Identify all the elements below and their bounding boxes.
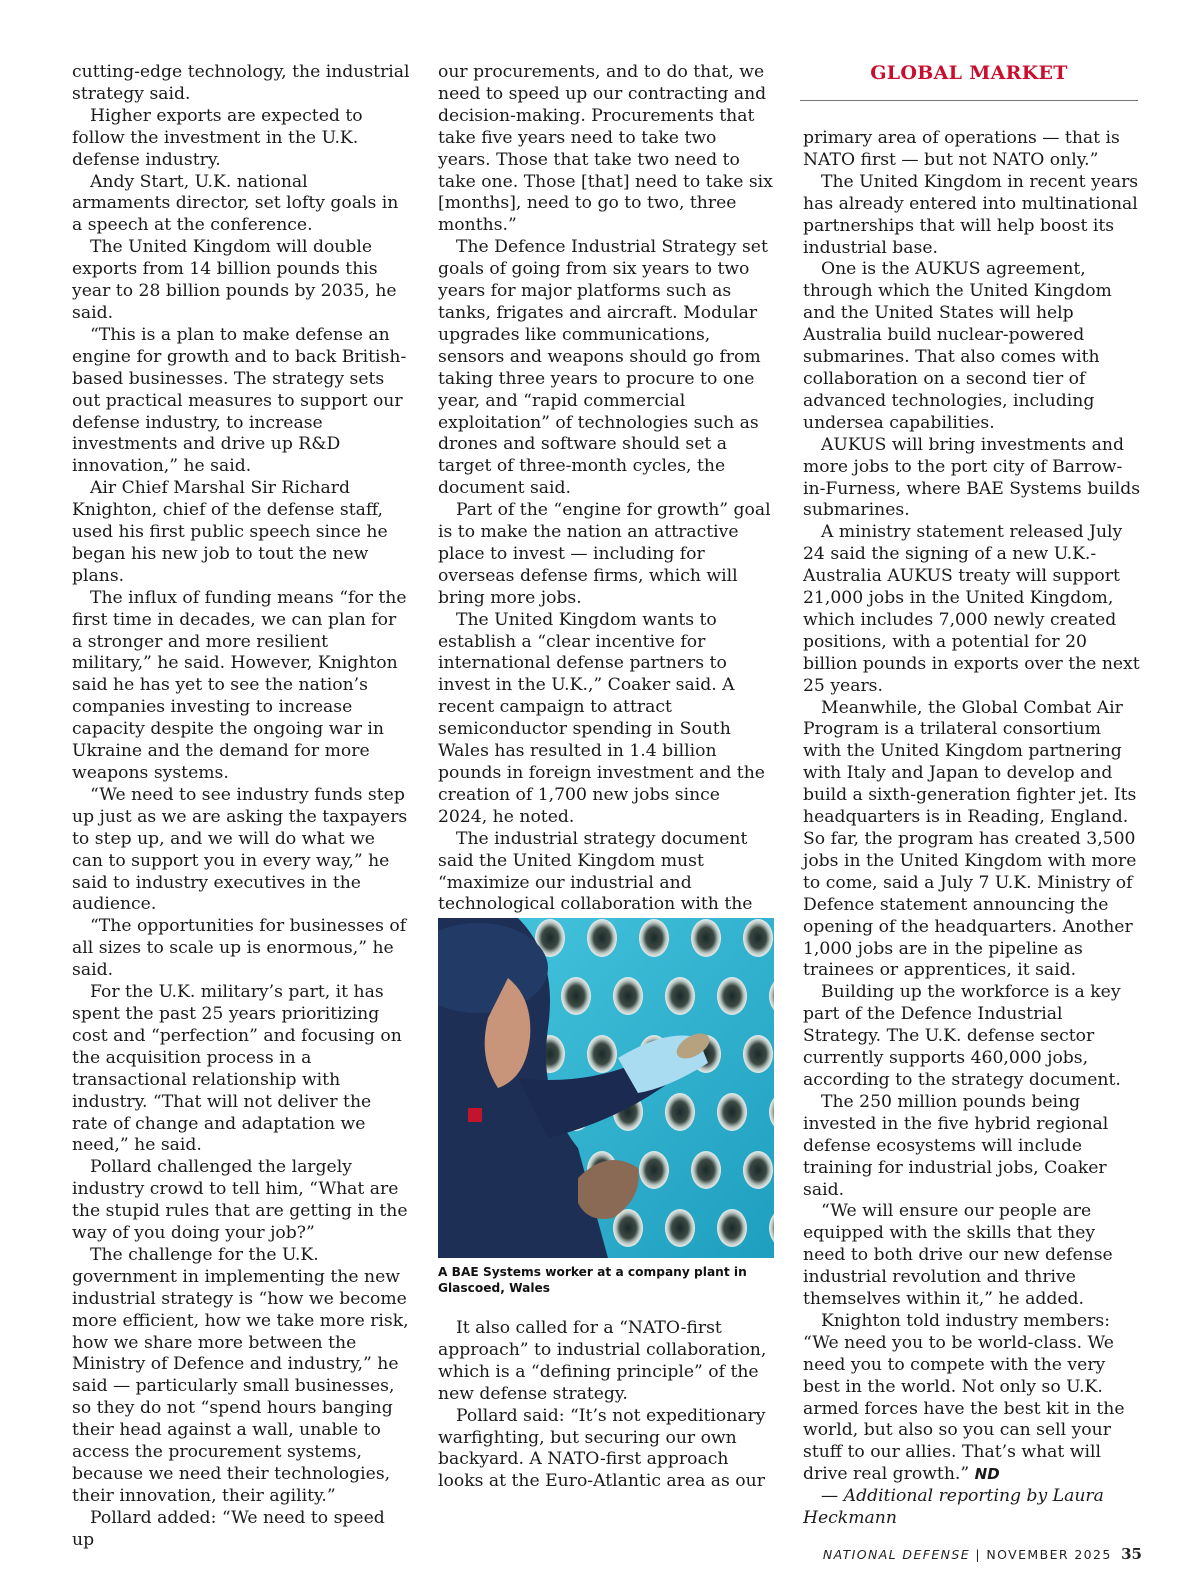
paragraph: For the U.K. military’s part, it has spent the past 25 years prioritizing cost and “perfection” and focusing on the acquisition process in a transactional relationship with industry. “That will not deliver the rate of change and adaptation we need,” he said.	[72, 982, 402, 1156]
panel-hole	[587, 919, 617, 957]
paragraph: “We need to see industry funds step up just as we are asking the taxpayers to step up, and we will do what we can to support you in every way,” he said to industry executives in the audience.	[72, 784, 408, 915]
page-number: 35	[1121, 1545, 1142, 1563]
paragraph: Pollard added: “We need to speed up	[72, 1507, 385, 1550]
paragraph: Higher exports are expected to follow the investment in the U.K. defense industry.	[72, 105, 363, 170]
panel-hole	[691, 1151, 721, 1189]
paragraph: Meanwhile, the Global Combat Air Program is a trilateral consortium with the United Kingdom partnering with Italy and Japan to develop and build a sixth-generation fighter jet. Its headquarters is in Reading, England. So far, the program has created 3,500 jobs in the United Kingdom with more to come, said a July 7 U.K. Ministry of Defence statement announcing the opening of the headquarters. Another 1,000 jobs are in the pipeline as trainees or apprentices, it said.	[803, 697, 1137, 981]
section-divider	[800, 100, 1138, 101]
panel-hole	[743, 919, 773, 957]
paragraph: Part of the “engine for growth” goal is to make the nation an attractive place to invest — including for overseas defense firms, which will bring more jobs.	[438, 500, 771, 608]
paragraph: Air Chief Marshal Sir Richard Knighton, chief of the defense staff, used his first public speech since he began his new job to tout the new plans.	[72, 478, 388, 586]
paragraph: The industrial strategy document said the United Kingdom must “maximize our industrial and technological collaboration with the	[438, 828, 753, 915]
panel-hole	[561, 977, 591, 1015]
panel-hole	[665, 1209, 695, 1247]
paragraph: cutting-edge technology, the industrial strategy said.	[72, 62, 410, 104]
paragraph: The United Kingdom will double exports from 14 billion pounds this year to 28 billion pounds by 2035, he said.	[72, 237, 397, 323]
panel-hole	[717, 1209, 747, 1247]
panel-hole	[665, 1093, 695, 1131]
paragraph: “This is a plan to make defense an engine for growth and to back British-based businesses. The strategy sets out practical measures to support our defense industry, to increase investments and drive up R&D innovation,” he said.	[72, 324, 407, 477]
paragraph: The 250 million pounds being invested in the five hybrid regional defense ecosystems will include training for industrial jobs, Coaker said.	[803, 1091, 1109, 1200]
article-column-2-continued	[438, 1318, 774, 1493]
paragraph: It also called for a “NATO-first approach” to industrial collaboration, which is a “defining principle” of the new defense strategy.	[438, 1318, 767, 1404]
panel-hole	[743, 1035, 773, 1073]
panel-hole	[665, 977, 695, 1015]
paragraph: Pollard challenged the largely industry crowd to tell him, “What are the stupid rules that are getting in the way of you doing your job?”	[72, 1157, 408, 1244]
paragraph: AUKUS will bring investments and more jobs to the port city of Barrow-in-Furness, where BAE Systems builds submarines.	[803, 434, 1141, 521]
paragraph: The United Kingdom wants to establish a “clear incentive for international defense partners to invest in the U.K.,” Coaker said. A recent campaign to attract semiconductor spending in South Wales has resulted in 1.4 billion pounds in foreign investment and the creation of 1,700 new jobs since 2024, he noted.	[438, 609, 765, 827]
paragraph: our procurements, and to do that, we need to speed up our contracting and decision-making. Procurements that take five years need to take two years. Those that take two need to take one. Those [that] need to take six [months], need to go to two, three months.”	[438, 62, 773, 236]
panel-hole	[691, 919, 721, 957]
panel-hole	[613, 977, 643, 1015]
article-column-3	[803, 128, 1141, 1530]
publication-name: NATIONAL DEFENSE	[822, 1547, 971, 1562]
photo-caption: A BAE Systems worker at a company plant in Glascoed, Wales	[438, 1265, 747, 1295]
page-footer	[823, 1545, 1142, 1563]
paragraph: primary area of operations — that is NATO first — but not NATO only.”	[803, 128, 1120, 170]
article-column-2	[438, 62, 774, 960]
article-photo	[438, 918, 774, 1258]
worker-photo-illustration	[438, 918, 774, 1258]
closing-quote-text: Knighton told industry members: “We need you to be world-class. We need you to compete with the very best in the world. Not only so U.K. armed forces have the best kit in the world, but also so you can sell your stuff to our allies. That’s what will drive real growth.”	[803, 1310, 1125, 1485]
panel-hole	[717, 977, 747, 1015]
paragraph: The United Kingdom in recent years has already entered into multinational partnerships that will help boost its industrial base.	[803, 171, 1139, 258]
paragraph: “We will ensure our people are equipped with the skills that they need to both drive our new defense industrial revolution and thrive themselves within it,” he added.	[803, 1201, 1113, 1310]
paragraph: Andy Start, U.K. national armaments director, set lofty goals in a speech at the conference.	[72, 171, 399, 236]
byline: — Additional reporting by Laura Heckmann	[803, 1486, 1104, 1529]
panel-hole	[587, 1035, 617, 1073]
paragraph: Building up the workforce is a key part of the Defence Industrial Strategy. The U.K. defense sector currently supports 460,000 jobs, according to the strategy document.	[803, 982, 1121, 1090]
panel-hole	[743, 1151, 773, 1189]
paragraph: “The opportunities for businesses of all sizes to scale up is enormous,” he said.	[72, 916, 407, 981]
article-column-1	[72, 62, 410, 1552]
panel-hole	[717, 1093, 747, 1131]
paragraph: The Defence Industrial Strategy set goals of going from six years to two years for major platforms such as tanks, frigates and aircraft. Modular upgrades like communications, sensors and weapons should go from taking three years to procure to one year, and “rapid commercial exploitation” of technologies such as drones and software should set a target of three-month cycles, the document said.	[438, 237, 768, 499]
paragraph: One is the AUKUS agreement, through which the United Kingdom and the United States will help Australia build nuclear-powered submarines. That also comes with collaboration on a second tier of advanced technologies, including undersea capabilities.	[803, 259, 1112, 433]
paragraph	[803, 1311, 1141, 1486]
end-mark: ND	[974, 1465, 1000, 1484]
panel-hole	[639, 919, 669, 957]
paragraph: The influx of funding means “for the first time in decades, we can plan for a stronger and more resilient military,” he said. However, Knighton said he has yet to see the nation’s companies investing to increase capacity despite the ongoing war in Ukraine and the demand for more weapons systems.	[72, 587, 407, 783]
section-label: GLOBAL MARKET	[870, 62, 1068, 84]
paragraph: The challenge for the U.K. government in implementing the new industrial strategy is “how we become more efficient, how we take more risk, how we share more between the Ministry of Defence and industry,” he said — particularly small businesses, so they do not “spend hours banging their head against a wall, unable to access the procurement systems, because we need their technologies, their innovation, their agility.”	[72, 1244, 409, 1506]
paragraph: A ministry statement released July 24 said the signing of a new U.K.-Australia AUKUS treaty will support 21,000 jobs in the United Kingdom, which includes 7,000 newly created positions, with a potential for 20 billion pounds in exports over the next 25 years.	[803, 522, 1140, 696]
footer-separator: |	[975, 1547, 982, 1562]
issue-date: NOVEMBER 2025	[986, 1547, 1112, 1562]
paragraph: Pollard said: “It’s not expeditionary warfighting, but securing our own backyard. A NATO-first approach looks at the Euro-Atlantic area as our	[438, 1405, 766, 1492]
panel-hole	[639, 1151, 669, 1189]
